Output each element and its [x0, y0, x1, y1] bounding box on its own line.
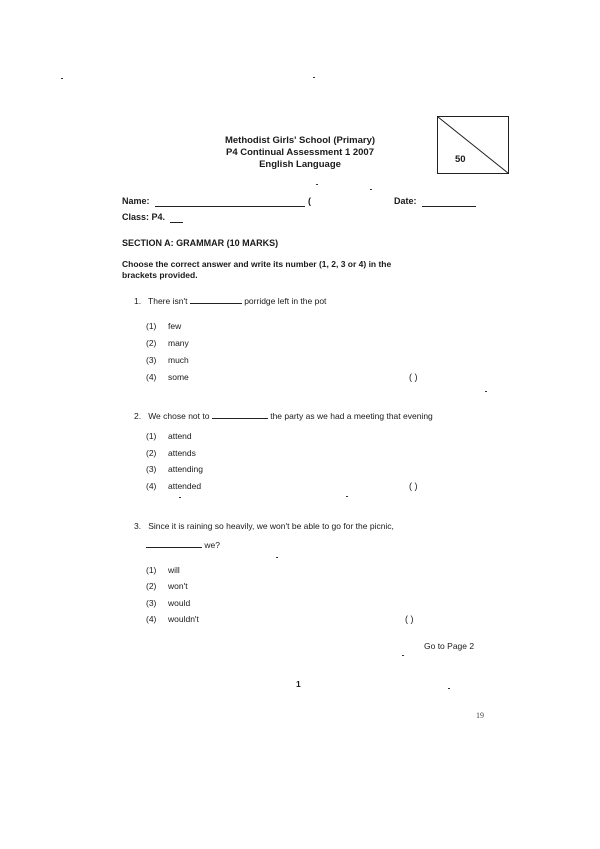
option-row [146, 481, 201, 491]
option-row [146, 355, 189, 365]
scan-speck [61, 78, 63, 79]
option-number: (4) [146, 372, 157, 382]
assessment-title: P4 Continual Assessment 1 2007 [225, 147, 374, 158]
question-text-after: we? [204, 540, 220, 550]
option-text: attends [168, 448, 196, 458]
instruction-line-1: Choose the correct answer and write its number (1, 2, 3 or 4) in the [122, 259, 392, 269]
question-number: 2. [134, 411, 142, 421]
option-number: (3) [146, 355, 157, 365]
option-row [146, 321, 181, 331]
option-text: won't [168, 581, 188, 591]
option-number: (1) [146, 431, 157, 441]
name-field[interactable] [155, 196, 305, 207]
score-box [437, 116, 509, 174]
scan-speck [402, 655, 404, 656]
option-text: few [168, 321, 182, 331]
answer-blank[interactable] [212, 409, 268, 419]
question-1 [134, 294, 326, 307]
question-number: 1. [134, 296, 142, 306]
option-number: (4) [146, 481, 157, 491]
total-marks: 50 [455, 154, 466, 165]
instruction-line-2: brackets provided. [122, 270, 198, 280]
option-number: (3) [146, 598, 157, 608]
question-3 [134, 521, 394, 532]
register-number-bracket: ( [308, 196, 311, 206]
school-name: Methodist Girls' School (Primary) [224, 135, 376, 146]
page-number: 1 [296, 679, 301, 689]
option-text: would [168, 598, 191, 608]
scan-speck [276, 557, 278, 558]
answer-bracket[interactable]: ( ) [405, 614, 414, 624]
date-field[interactable] [422, 196, 476, 207]
option-row [146, 431, 192, 441]
answer-bracket[interactable]: ( ) [409, 372, 418, 382]
option-number: (1) [146, 321, 157, 331]
answer-bracket[interactable]: ( ) [409, 481, 418, 491]
scan-speck [485, 391, 487, 392]
option-row [146, 581, 188, 591]
question-text: Since it is raining so heavily, we won't be able to go for the picnic, [148, 521, 394, 531]
scan-speck [316, 184, 318, 185]
option-text: attended [168, 481, 202, 491]
question-number: 3. [134, 521, 142, 531]
option-row [146, 565, 180, 575]
option-number: (4) [146, 614, 157, 624]
option-row [146, 338, 189, 348]
option-row [146, 464, 203, 474]
date-label: Date: [394, 196, 417, 206]
option-row [146, 448, 196, 458]
option-number: (3) [146, 464, 157, 474]
scan-speck [179, 497, 181, 498]
option-row [146, 598, 190, 608]
option-text: some [168, 372, 189, 382]
option-number: (2) [146, 338, 157, 348]
option-number: (1) [146, 565, 157, 575]
scan-speck [370, 189, 372, 190]
option-text: attending [168, 464, 203, 474]
question-3-line-2 [146, 538, 220, 551]
name-label: Name: [122, 196, 150, 206]
question-text-after: the party as we had a meeting that evening [270, 411, 433, 421]
class-label: Class: P4. [122, 212, 166, 222]
answer-blank[interactable] [146, 538, 202, 548]
subject-title: English Language [259, 159, 341, 170]
scan-speck [313, 77, 315, 78]
scan-speck [448, 688, 450, 689]
section-title: SECTION A: GRAMMAR (10 MARKS) [122, 238, 279, 248]
go-to-next-page: Go to Page 2 [424, 641, 475, 651]
option-text: wouldn't [168, 614, 199, 624]
score-box-diagonal [438, 117, 508, 173]
option-row [146, 614, 199, 624]
option-number: (2) [146, 448, 157, 458]
answer-blank[interactable] [190, 294, 242, 304]
question-text-after: porridge left in the pot [244, 296, 327, 306]
class-field[interactable] [170, 212, 183, 223]
option-text: many [168, 338, 189, 348]
option-row [146, 372, 189, 382]
option-text: will [168, 565, 180, 575]
scan-page-number: 19 [476, 711, 484, 720]
scan-speck [346, 496, 348, 497]
option-text: attend [168, 431, 192, 441]
question-text-before: We chose not to [148, 411, 210, 421]
option-number: (2) [146, 581, 157, 591]
question-2 [134, 409, 433, 422]
question-text-before: There isn't [148, 296, 188, 306]
option-text: much [168, 355, 189, 365]
